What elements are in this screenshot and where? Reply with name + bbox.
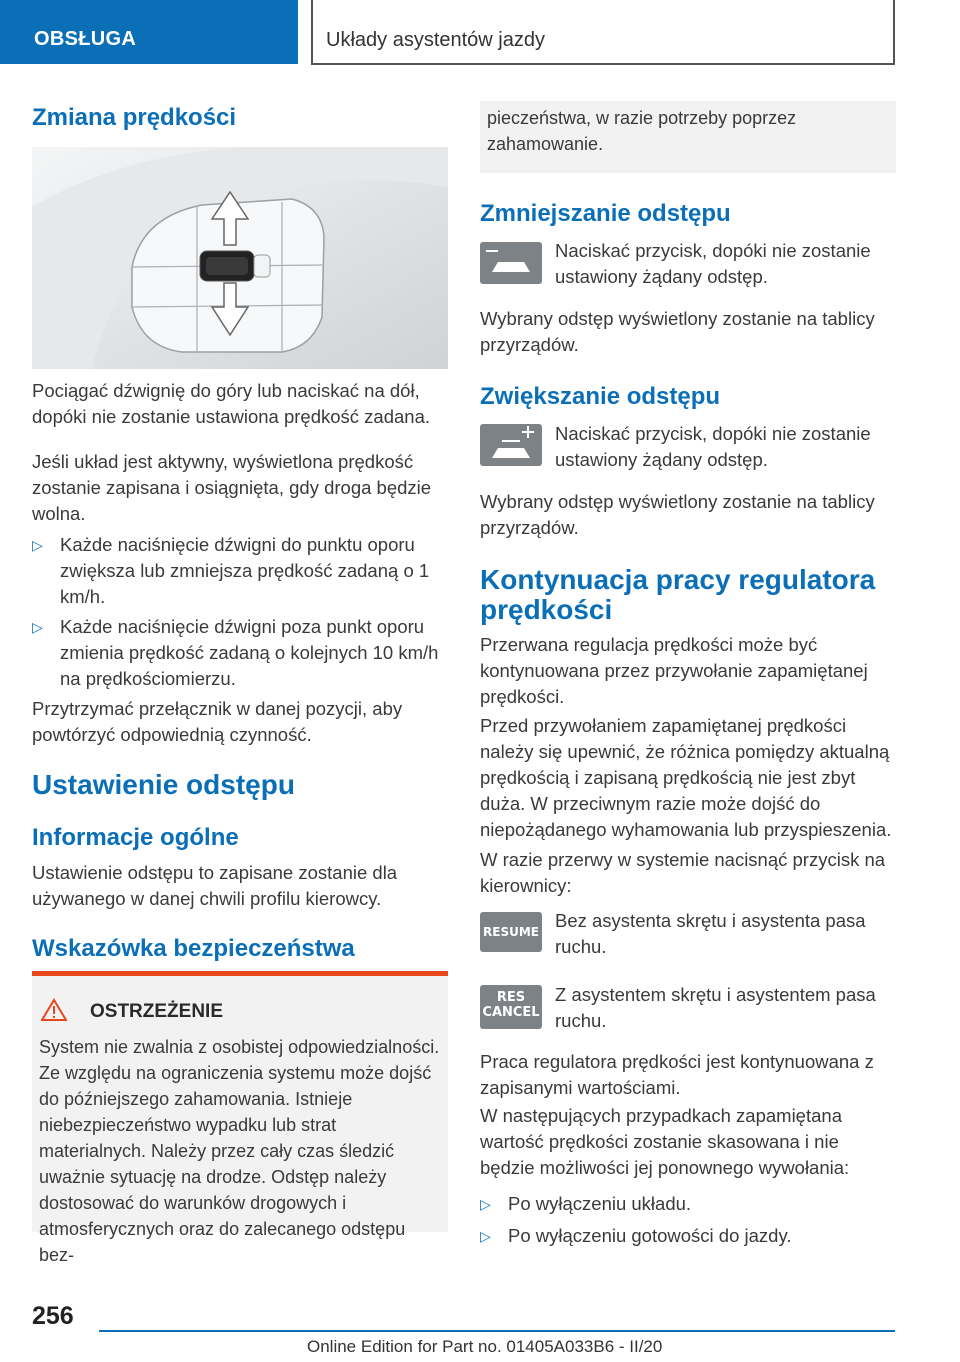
heading-distance-setting: Ustawienie odstępu: [32, 769, 295, 800]
list-item-text: Każde naciśnięcie dźwigni do punktu oporu zwiększa lub zmniejsza prędkość zadaną o 1 km/h.: [60, 534, 430, 607]
paragraph: Naciskać przycisk, dopóki nie zostanie ustawiony żądany odstęp.: [555, 423, 871, 470]
paragraph: Pociągać dźwignię do góry lub naciskać na dół, dopóki nie zostanie ustawiona prędkość zadana.: [32, 380, 431, 427]
steering-wheel-lever-photo: [32, 147, 448, 369]
warning-box: [32, 976, 448, 1265]
paragraph: W następujących przypadkach zapamiętana wartość prędkości zostanie skasowana i nie będzie możliwości jej ponownego wywołania:: [480, 1105, 850, 1178]
paragraph: Praca regulatora prędkości jest kontynuowana z zapisanymi wartościami.: [480, 1051, 874, 1098]
warning-text: pieczeństwa, w razie potrzeby poprzez zahamowanie.: [487, 108, 797, 154]
resume-label: RESUME: [483, 925, 539, 939]
list-item-text: Po wyłączeniu układu.: [508, 1193, 692, 1214]
decrease-distance-button-icon: [480, 242, 542, 284]
heading-decrease-distance: Zmniejszanie odstępu: [480, 200, 731, 227]
paragraph: Z asystentem skrętu i asystentem pasa ruchu.: [555, 984, 876, 1031]
list-item-text: Po wyłączeniu gotowości do jazdy.: [508, 1225, 792, 1246]
warning-box-continued: [480, 101, 896, 173]
header-divider: [311, 0, 313, 64]
footer-divider: [99, 1330, 895, 1332]
bullet-triangle-icon: ▷: [480, 1228, 491, 1244]
paragraph: Wybrany odstęp wyświetlony zostanie na tablicy przyrządów.: [480, 308, 875, 355]
bullet-triangle-icon: ▷: [32, 537, 43, 553]
paragraph: Jeśli układ jest aktywny, wyświetlona prędkość zostanie zapisana i osiągnięta, gdy droga będzie wolna.: [32, 451, 432, 524]
warning-triangle-icon: [41, 998, 67, 1022]
paragraph: Wybrany odstęp wyświetlony zostanie na tablicy przyrządów.: [480, 491, 875, 538]
paragraph: Bez asystenta skrętu i asystenta pasa ruchu.: [555, 910, 866, 957]
paragraph: W razie przerwy w systemie nacisnąć przycisk na kierownicy:: [480, 849, 886, 896]
list-item: [32, 532, 448, 610]
heading-safety-note: Wskazówka bezpieczeństwa: [32, 935, 355, 962]
paragraph: Ustawienie odstępu to zapisane zostanie dla używanego w danej chwili profilu kierowcy.: [32, 862, 398, 909]
heading-general-info: Informacje ogólne: [32, 824, 239, 851]
resume-button-icon: [480, 912, 542, 952]
cancel-label: CANCEL: [482, 1005, 540, 1020]
bullet-triangle-icon: ▷: [480, 1196, 491, 1212]
res-label: RES: [496, 990, 526, 1005]
paragraph: Naciskać przycisk, dopóki nie zostanie ustawiony żądany odstęp.: [555, 240, 871, 287]
paragraph: Przerwana regulacja prędkości może być kontynuowana przez przywołanie zapamiętanej prędkości.: [480, 634, 868, 707]
list-item: [32, 614, 448, 692]
increase-distance-button-icon: [480, 424, 542, 466]
warning-text: System nie zwalnia z osobistej odpowiedzialności. Ze względu na ograniczenia systemu może dojść do późniejszego zahamowania. Istnieje niebezpieczeństwo wypadku lub strat materialnych. Należy przez cały czas śledzić uważnie sytuację na drodze. Odstęp należy dostosować do warunków drogowych i atmosferycznych oraz do zalecanego odstępu bez-: [39, 1037, 440, 1265]
heading-resume-speed: Kontynuacja pracy regulatora prędkości: [480, 564, 876, 625]
edition-note: Online Edition for Part no. 01405A033B6 - II/20: [307, 1337, 663, 1356]
list-item-text: Każde naciśnięcie dźwigni poza punkt oporu zmienia prędkość zadaną o kolejnych 10 km/h na prędkościomierzu.: [60, 616, 439, 689]
page-number: 256: [32, 1302, 74, 1330]
section-tab: [0, 0, 298, 64]
res-cancel-button-icon: [480, 985, 542, 1029]
paragraph: Przed przywołaniem zapamiętanej prędkości należy się upewnić, że różnica pomiędzy aktualną prędkością i zapisaną prędkością nie jest zbyt duża. W przeciwnym razie może dojść do niepożądanego wyhamowania lub przyspieszenia.: [480, 715, 892, 840]
paragraph: Przytrzymać przełącznik w danej pozycji, aby powtórzyć odpowiednią czynność.: [32, 698, 403, 745]
header-divider: [893, 0, 895, 64]
chapter-title: Układy asystentów jazdy: [326, 29, 545, 51]
warning-title: OSTRZEŻENIE: [90, 1001, 224, 1022]
bullet-triangle-icon: ▷: [32, 619, 43, 635]
section-label: OBSŁUGA: [34, 28, 137, 50]
list-item: [480, 1191, 896, 1217]
list-item: [480, 1223, 896, 1249]
heading-speed-change: Zmiana prędkości: [32, 104, 237, 131]
header-divider: [311, 63, 895, 65]
heading-increase-distance: Zwiększanie odstępu: [480, 383, 721, 410]
